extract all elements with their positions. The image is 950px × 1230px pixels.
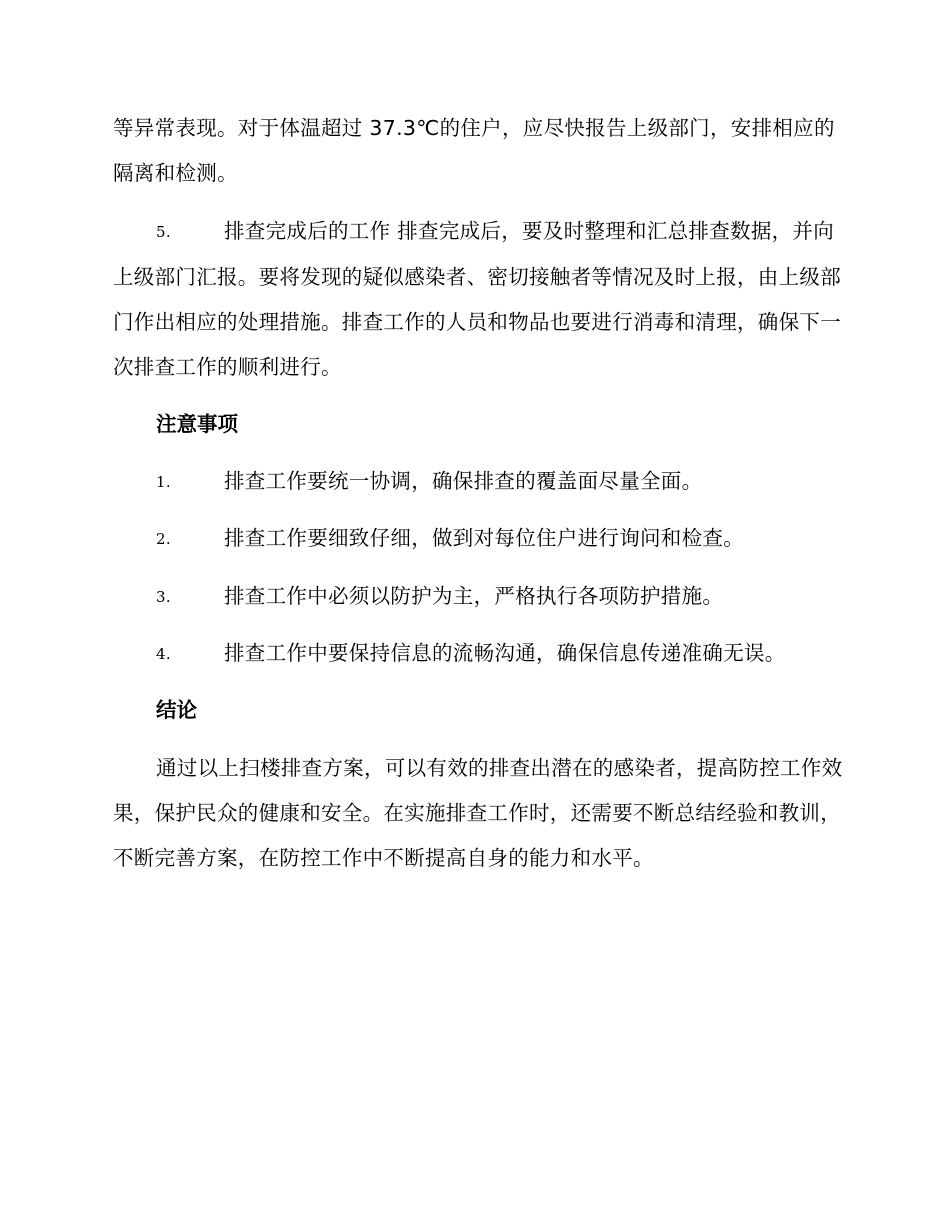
notes-item-2-text: 排查工作要细致仔细，做到对每位住户进行询问和检查。 (224, 526, 744, 550)
paragraph-continued: 等异常表现。对于体温超过 37.3℃的住户，应尽快报告上级部门，安排相应的隔离和检测。 (113, 116, 835, 185)
notes-item-1-text: 排查工作要统一协调，确保排查的覆盖面尽量全面。 (224, 469, 703, 493)
notes-item-3-text: 排查工作中必须以防护为主，严格执行各项防护措施。 (224, 584, 724, 608)
notes-item-4 (156, 638, 846, 669)
notes-item-2 (156, 523, 846, 554)
step-5-text: 排查完成后的工作 排查完成后，要及时整理和汇总排查数据，并向上级部门汇报。要将发现的疑似感染者、密切接触者等情况及时上报，由上级部门作出相应的处理措施。排查工作的人员和物品也要进行消毒和清理，确保下一次排查工作的顺利进行。 (113, 219, 841, 379)
notes-heading: 注意事项 (156, 412, 238, 436)
conclusion-heading: 结论 (156, 698, 197, 722)
conclusion-paragraph: 通过以上扫楼排查方案，可以有效的排查出潜在的感染者，提高防控工作效果，保护民众的健康和安全。在实施排查工作时，还需要不断总结经验和教训，不断完善方案，在防控工作中不断提高自身的能力和水平。 (113, 756, 843, 870)
notes-item-4-number: 4. (156, 645, 171, 663)
notes-item-2-number: 2. (156, 530, 171, 548)
notes-item-1-number: 1. (156, 473, 171, 491)
step-5-number: 5. (156, 223, 171, 241)
notes-item-3 (156, 581, 846, 612)
step-5-paragraph (113, 209, 843, 390)
notes-item-1 (156, 466, 846, 497)
notes-item-4-text: 排查工作中要保持信息的流畅沟通，确保信息传递准确无误。 (224, 641, 786, 665)
notes-item-3-number: 3. (156, 588, 171, 606)
